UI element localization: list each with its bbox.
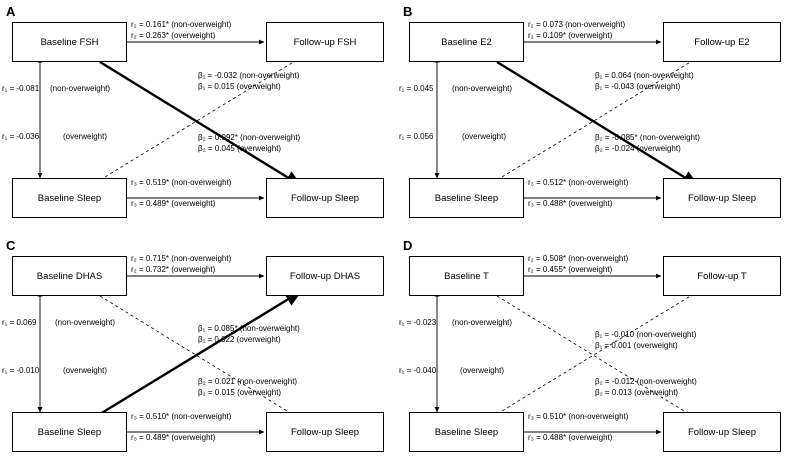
label-r1-non-tag: (non-overweight) xyxy=(55,318,116,327)
label-r1-non: r₁ = -0.023 xyxy=(399,318,437,327)
label-r3-non: r₃ = 0.512* (non-overweight) xyxy=(528,178,629,187)
label-b1-non: β₁ = -0.032 (non-overweight) xyxy=(198,71,300,80)
box-followup-hormone: Follow-up E2 xyxy=(663,22,781,62)
panel-b-letter: B xyxy=(403,4,413,19)
box-baseline-hormone: Baseline T xyxy=(409,256,524,296)
label-b2-ow: β₂ = -0.024 (overweight) xyxy=(595,144,681,153)
box-followup-hormone: Follow-up DHAS xyxy=(266,256,384,296)
label-r3-non: r₃ = 0.510* (non-overweight) xyxy=(528,412,629,421)
panel-d-letter: D xyxy=(403,238,413,253)
label-b1-ow: β₁ = 0.001 (overweight) xyxy=(595,341,678,350)
label-r1-ow-tag: (overweight) xyxy=(63,132,108,141)
label-r2-ow: r₂ = 0.263* (overweight) xyxy=(131,31,216,40)
label-r2-non: r₂ = 0.073 (non-overweight) xyxy=(528,20,626,29)
label-b2-ow: β₂ = 0.013 (overweight) xyxy=(595,388,679,397)
label-b2-ow: β₂ = 0.015 (overweight) xyxy=(198,388,282,397)
label-r2-non: r₂ = 0.715* (non-overweight) xyxy=(131,254,232,263)
label-r1-non: r₁ = 0.069 xyxy=(2,318,37,327)
box-followup-hormone: Follow-up FSH xyxy=(266,22,384,62)
box-followup-hormone: Follow-up T xyxy=(663,256,781,296)
box-followup-sleep: Follow-up Sleep xyxy=(663,412,781,452)
label-r1-ow: r₁ = -0.010 xyxy=(2,366,40,375)
box-baseline-sleep: Baseline Sleep xyxy=(12,178,127,218)
box-baseline-hormone: Baseline FSH xyxy=(12,22,127,62)
panel-c-letter: C xyxy=(6,238,16,253)
panel-a-letter: A xyxy=(6,4,16,19)
label-b2-ow: β₂ = 0.045 (overweight) xyxy=(198,144,282,153)
box-baseline-hormone: Baseline E2 xyxy=(409,22,524,62)
label-b1-non: β₁ = -0.010 (non-overweight) xyxy=(595,330,697,339)
label-r3-ow: r₃ = 0.488* (overweight) xyxy=(528,199,613,208)
box-baseline-hormone: Baseline DHAS xyxy=(12,256,127,296)
label-r2-non: r₂ = 0.508* (non-overweight) xyxy=(528,254,629,263)
label-b2-non: β₂ = 0.092* (non-overweight) xyxy=(198,133,301,142)
label-r1-non-tag: (non-overweight) xyxy=(452,318,513,327)
label-b1-ow: β₁ = 0.022 (overweight) xyxy=(198,335,281,344)
label-r3-non: r₃ = 0.510* (non-overweight) xyxy=(131,412,232,421)
label-r1-non: r₁ = -0.081 xyxy=(2,84,40,93)
box-baseline-sleep: Baseline Sleep xyxy=(409,178,524,218)
label-r1-ow: r₁ = -0.040 xyxy=(399,366,437,375)
label-r1-ow: r₁ = -0.036 xyxy=(2,132,40,141)
label-r2-non: r₂ = 0.161* (non-overweight) xyxy=(131,20,232,29)
panel-d xyxy=(397,234,794,468)
label-r1-ow-tag: (overweight) xyxy=(63,366,108,375)
label-r1-non: r₁ = 0.045 xyxy=(399,84,434,93)
label-r1-ow: r₁ = 0.056 xyxy=(399,132,434,141)
panel-c xyxy=(0,234,397,468)
label-b2-non: β₂ = -0.012 (non-overweight) xyxy=(595,377,697,386)
label-r2-ow: r₂ = 0.455* (overweight) xyxy=(528,265,613,274)
box-baseline-sleep: Baseline Sleep xyxy=(409,412,524,452)
label-r2-ow: r₂ = 0.109* (overweight) xyxy=(528,31,613,40)
label-b1-ow: β₁ = 0.015 (overweight) xyxy=(198,82,281,91)
label-r3-non: r₃ = 0.519* (non-overweight) xyxy=(131,178,232,187)
box-followup-sleep: Follow-up Sleep xyxy=(266,178,384,218)
box-baseline-sleep: Baseline Sleep xyxy=(12,412,127,452)
label-r1-non-tag: (non-overweight) xyxy=(452,84,513,93)
label-b1-non: β₁ = 0.064 (non-overweight) xyxy=(595,71,694,80)
label-b2-non: β₂ = -0.085* (non-overweight) xyxy=(595,133,700,142)
label-r3-ow: r₃ = 0.489* (overweight) xyxy=(131,433,216,442)
label-b1-ow: β₁ = -0.043 (overweight) xyxy=(595,82,681,91)
label-r3-ow: r₃ = 0.489* (overweight) xyxy=(131,199,216,208)
label-r1-ow-tag: (overweight) xyxy=(460,366,505,375)
panel-a xyxy=(0,0,397,234)
label-b1-non: β₁ = 0.085* (non-overweight) xyxy=(198,324,300,333)
label-r3-ow: r₃ = 0.488* (overweight) xyxy=(528,433,613,442)
box-followup-sleep: Follow-up Sleep xyxy=(266,412,384,452)
label-r2-ow: r₂ = 0.732* (overweight) xyxy=(131,265,216,274)
box-followup-sleep: Follow-up Sleep xyxy=(663,178,781,218)
label-b2-non: β₂ = 0.021 (non-overweight) xyxy=(198,377,298,386)
label-r1-non-tag: (non-overweight) xyxy=(50,84,111,93)
label-r1-ow-tag: (overweight) xyxy=(462,132,507,141)
panel-b xyxy=(397,0,794,234)
